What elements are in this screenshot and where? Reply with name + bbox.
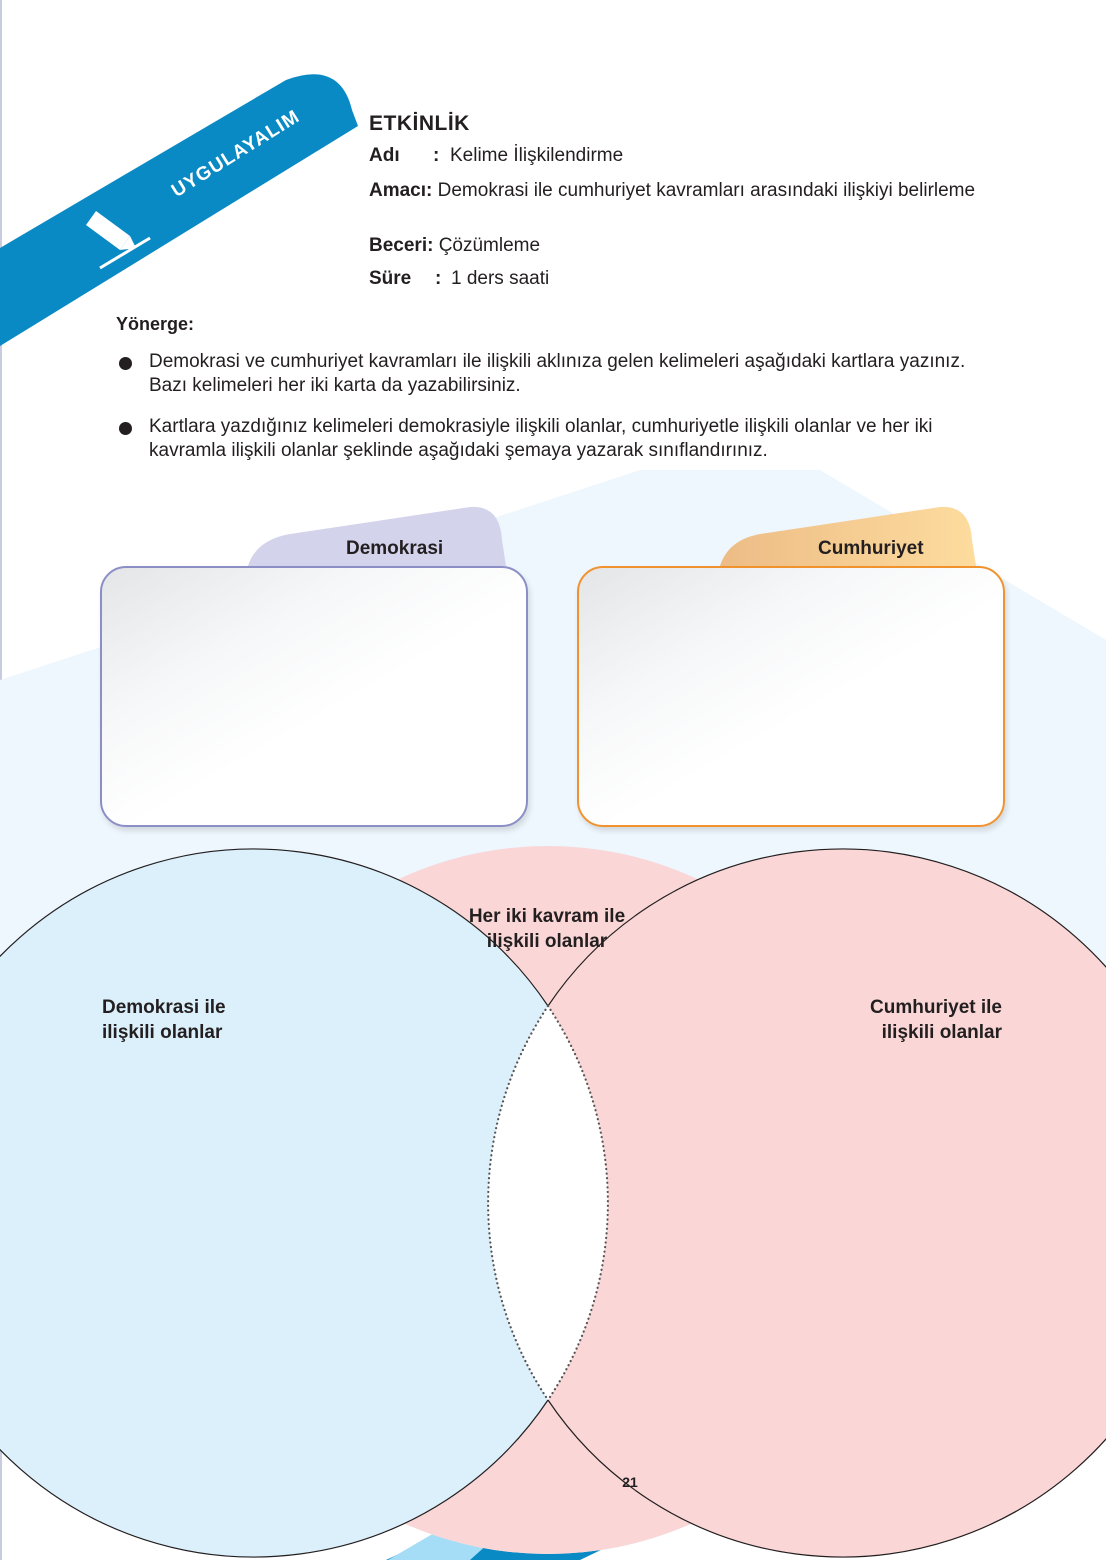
venn-left-label bbox=[102, 995, 226, 1045]
activity-title: ETKİNLİK bbox=[369, 112, 470, 135]
venn-both-line2: ilişkili olanlar bbox=[486, 931, 608, 952]
venn-left-line2: ilişkili olanlar bbox=[102, 1022, 223, 1043]
ribbon-label: UYGULAYALIM bbox=[168, 106, 304, 202]
activity-name-sep: : bbox=[433, 145, 440, 166]
demokrasi-card-label: Demokrasi bbox=[346, 538, 444, 559]
activity-name-label: Adı bbox=[369, 145, 400, 166]
page-number: 21 bbox=[622, 1474, 638, 1490]
venn-right-label bbox=[800, 995, 1002, 1045]
instructions-heading: Yönerge: bbox=[116, 314, 195, 334]
bullet-icon bbox=[119, 357, 132, 370]
instruction-text: Kartlara yazdığınız kelimeleri demokrasiyle ilişkili olanlar, cumhuriyetle ilişkili olanlar ve her iki kavramla ilişkili olanlar şeklinde aşağıdaki şemaya yazarak sınıflandırınız. bbox=[149, 416, 933, 461]
venn-left-line1: Demokrasi ile bbox=[102, 997, 226, 1018]
activity-duration-value: 1 ders saati bbox=[451, 268, 550, 289]
activity-duration-label: Süre bbox=[369, 268, 412, 289]
venn-right-only[interactable] bbox=[548, 849, 1106, 1557]
bullet-icon bbox=[119, 422, 132, 435]
cumhuriyet-card-label: Cumhuriyet bbox=[818, 538, 924, 559]
cumhuriyet-card[interactable] bbox=[577, 566, 1005, 827]
venn-both-label bbox=[420, 904, 674, 954]
activity-aim-row bbox=[369, 180, 993, 202]
activity-skill-label: Beceri: bbox=[369, 235, 434, 256]
activity-skill-value: Çözümleme bbox=[438, 235, 541, 256]
venn-right-line2: ilişkili olanlar bbox=[881, 1022, 1002, 1043]
activity-aim-value: Demokrasi ile cumhuriyet kavramları arasındaki ilişkiyi belirleme bbox=[437, 180, 976, 201]
activity-aim-label: Amacı: bbox=[369, 180, 433, 201]
activity-name-value: Kelime İlişkilendirme bbox=[450, 145, 624, 166]
venn-left-only[interactable] bbox=[0, 849, 548, 1557]
activity-name-row bbox=[369, 145, 993, 167]
venn-both-line1: Her iki kavram ile bbox=[468, 906, 626, 927]
instruction-text: Demokrasi ve cumhuriyet kavramları ile ilişkili aklınıza gelen kelimeleri aşağıdaki kartlara yazınız. Bazı kelimeleri her iki karta da yazabilirsiniz. bbox=[149, 351, 966, 396]
activity-duration-sep: : bbox=[435, 268, 442, 289]
demokrasi-card[interactable] bbox=[100, 566, 528, 827]
venn-right-line1: Cumhuriyet ile bbox=[870, 997, 1002, 1018]
activity-duration-row bbox=[369, 268, 993, 290]
activity-skill-row bbox=[369, 235, 993, 257]
